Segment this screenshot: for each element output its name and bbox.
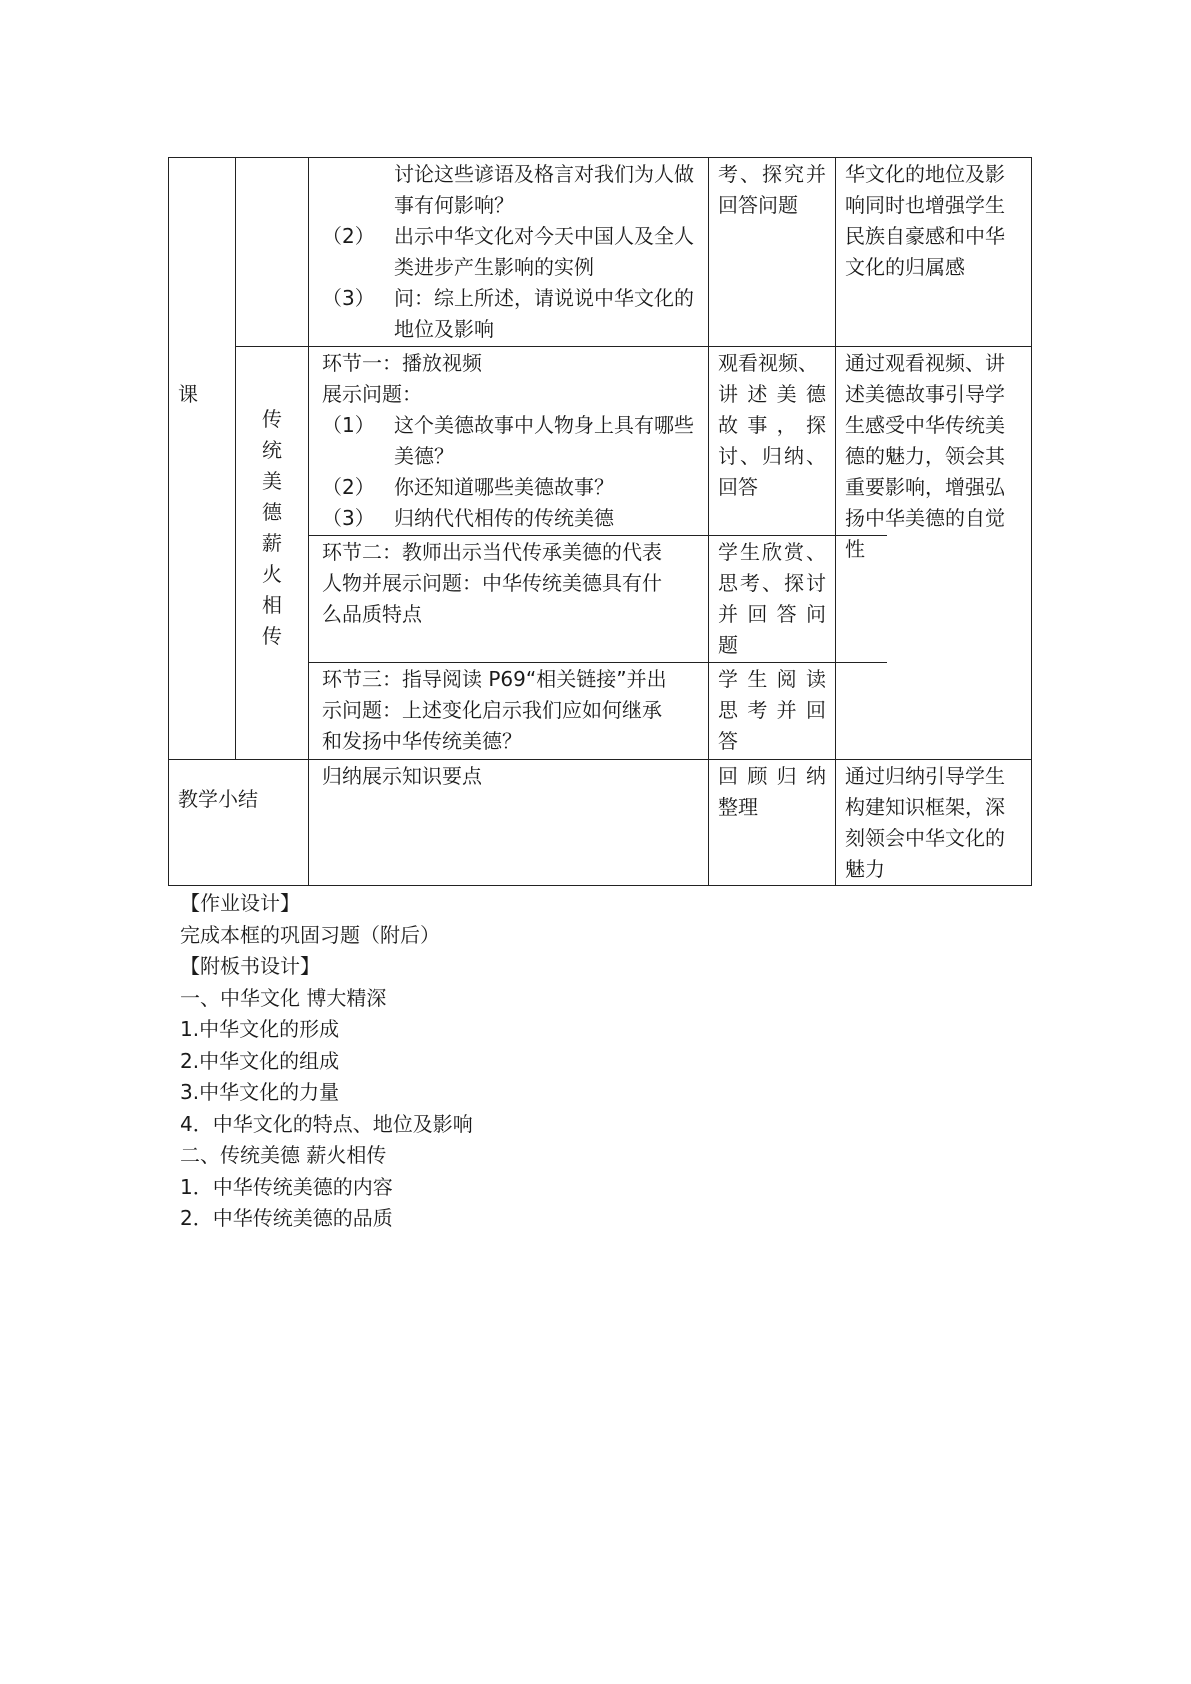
outline-item: 1．中华传统美德的内容 <box>180 1174 393 1199</box>
summary-design-intent: 通过归纳引导学生 构建知识框架，深 刻领会中华文化的 魅力 <box>845 764 1005 881</box>
link2-student-activity: 学生欣赏、 思考、探讨 并回答问 题 <box>718 540 826 657</box>
outline-item: 二、传统美德 薪火相传 <box>180 1143 387 1167</box>
section2-design-intent: 通过观看视频、讲 述美德故事引导学 生感受中华传统美 德的魅力，领会其 重要影响，增强弘 扬中华美德的自觉 性 <box>845 351 1005 561</box>
row1-activities <box>322 159 698 345</box>
outline-item: 4．中华文化的特点、地位及影响 <box>180 1111 473 1136</box>
col-divider <box>235 157 236 759</box>
table-border-bottom <box>168 885 1032 886</box>
board-design-section <box>180 888 473 1235</box>
summary-content: 归纳展示知识要点 <box>322 764 482 788</box>
table-border-right <box>1031 157 1032 886</box>
col-divider <box>708 157 709 886</box>
link1-activities: 环节一：播放视频 展示问题： （1） 这个美德故事中人物身上具有哪些美德？ （2） 你还知道哪些美德故事？ （3） 归纳代代相传的传统美德 <box>322 348 698 534</box>
row-divider <box>308 535 887 536</box>
list-item: （2） 你还知道哪些美德故事？ <box>322 475 614 499</box>
outline-item: 3.中华文化的力量 <box>180 1080 340 1104</box>
link1-student-activity: 观看视频、 讲述美德 故事，探 讨、归纳、 回答 <box>718 351 826 499</box>
table-border-left <box>168 157 169 886</box>
link3-activities: 环节三：指导阅读 P69“相关链接”并出 示问题：上述变化启示我们应如何继承 和发扬中华传统美德？ <box>322 667 667 753</box>
board-design-heading: 【附板书设计】 <box>180 954 320 978</box>
row-divider <box>168 759 1032 760</box>
list-item: 讨论这些谚语及格言对我们为人做事有何影响？ <box>394 162 694 217</box>
lesson-table <box>168 157 1032 885</box>
summary-student-activity: 回顾归纳 整理 <box>718 764 826 819</box>
outline-item: 2.中华文化的组成 <box>180 1048 340 1073</box>
outline-item: 2．中华传统美德的品质 <box>180 1206 393 1230</box>
list-item: （3） 归纳代代相传的传统美德 <box>322 506 614 530</box>
row1-design-intent: 华文化的地位及影 响同时也增强学生 民族自豪感和中华 文化的归属感 <box>845 162 1005 279</box>
summary-label: 教学小结 <box>178 787 258 811</box>
table-border-top <box>168 157 1032 158</box>
outline-item: 1.中华文化的形成 <box>180 1017 340 1041</box>
section-title-vertical: 传 统 美 德 薪 火 相 传 <box>262 407 282 648</box>
link2-activities: 环节二：教师出示当代传承美德的代表 人物并展示问题：中华传统美德具有什 么品质特点 <box>322 540 662 626</box>
row-divider <box>308 662 887 663</box>
row-divider <box>235 346 1032 347</box>
stage-label: 课 <box>178 382 198 406</box>
col-divider <box>835 157 836 886</box>
homework-text: 完成本框的巩固习题（附后） <box>180 922 440 947</box>
homework-heading: 【作业设计】 <box>180 891 300 915</box>
list-item: （3） 问：综上所述，请说说中华文化的地位及影响 <box>322 286 694 341</box>
row1-student-activity: 考、探究并 回答问题 <box>718 162 826 217</box>
list-item: （2） 出示中华文化对今天中国人及全人类进步产生影响的实例 <box>322 224 694 279</box>
list-item: （1） 这个美德故事中人物身上具有哪些美德？ <box>322 413 694 468</box>
link3-student-activity: 学生阅读 思考并回 答 <box>718 667 826 753</box>
outline-item: 一、中华文化 博大精深 <box>180 985 387 1010</box>
col-divider <box>308 157 309 886</box>
